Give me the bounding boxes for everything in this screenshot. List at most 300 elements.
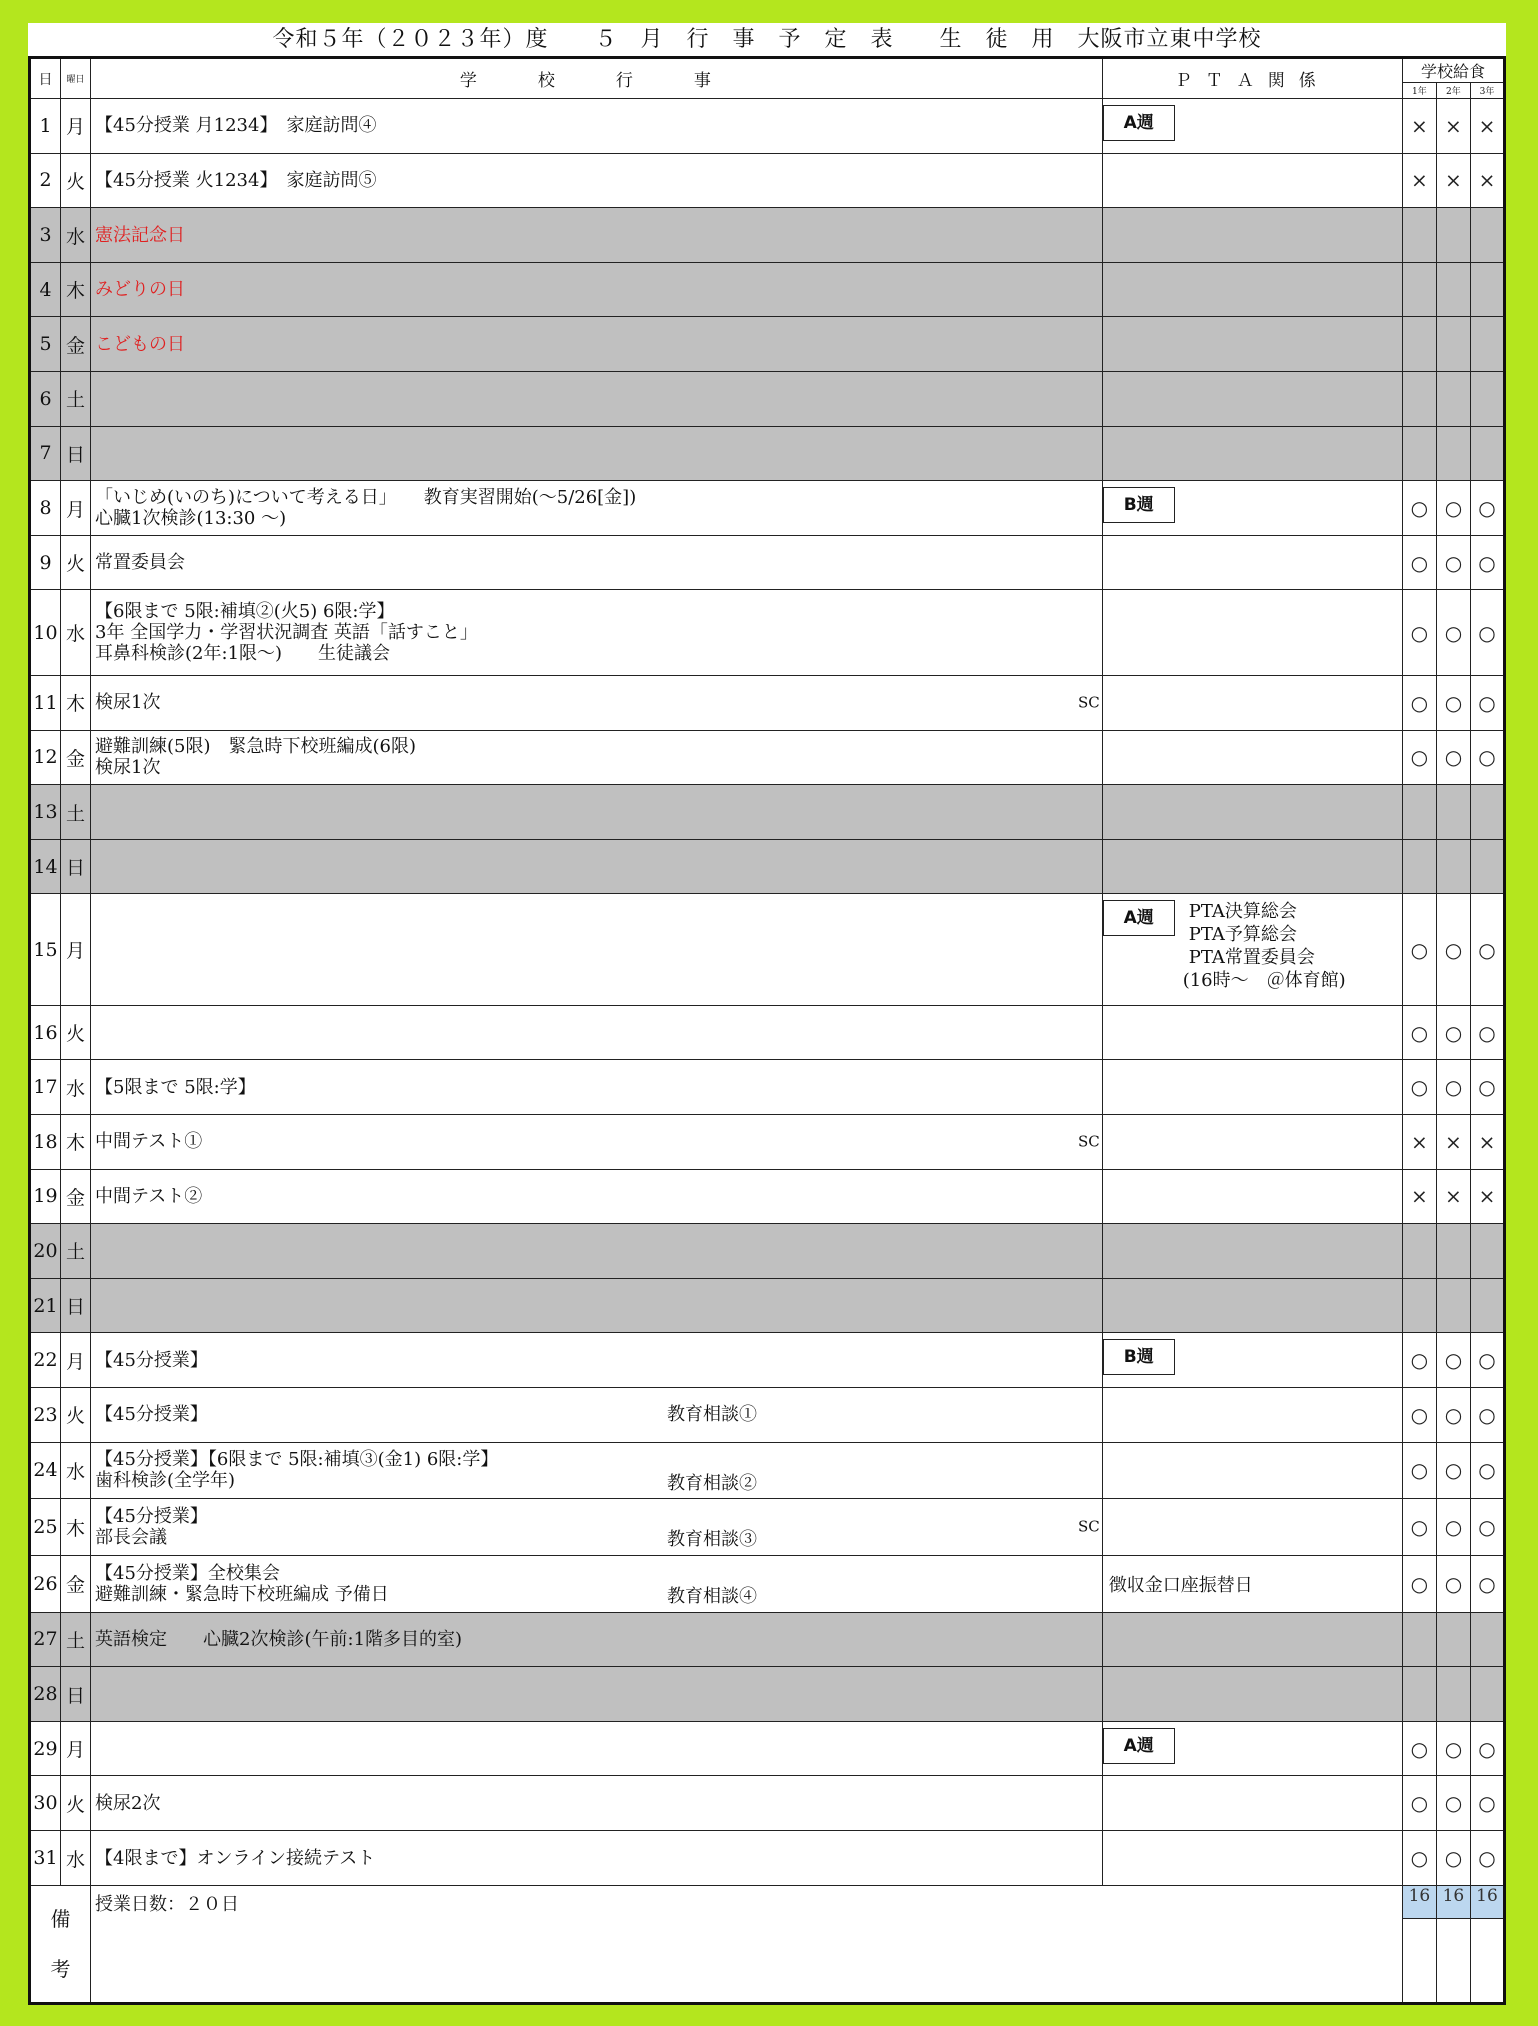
pta-cell <box>1102 317 1402 372</box>
header-weekday: 曜日 <box>61 58 91 99</box>
lunch-mark-grade-3 <box>1470 1224 1504 1279</box>
lunch-mark-grade-1 <box>1402 1612 1436 1667</box>
weekday: 土 <box>61 1224 91 1279</box>
header-grade-2: 2年 <box>1436 83 1470 99</box>
lunch-mark-grade-3 <box>1470 1278 1504 1333</box>
weekday: 水 <box>61 208 91 263</box>
event-line: 常置委員会 <box>95 552 186 574</box>
school-event-cell <box>91 208 1103 263</box>
school-event-cell <box>91 535 1103 590</box>
weekday: 日 <box>61 1278 91 1333</box>
table-row <box>30 535 1505 590</box>
sc-marker: SC <box>1077 693 1100 712</box>
table-row <box>30 1114 1505 1169</box>
pta-cell <box>1102 590 1402 676</box>
school-event-cell <box>91 1005 1103 1060</box>
lunch-mark-grade-3 <box>1470 372 1504 427</box>
table-row <box>30 1499 1505 1556</box>
lunch-mark-grade-1: ○ <box>1402 1060 1436 1115</box>
lunch-mark-grade-3: × <box>1470 1114 1504 1169</box>
pta-text: 徴収金口座振替日 <box>1108 1574 1253 1596</box>
day-number: 21 <box>30 1278 61 1333</box>
table-row <box>30 730 1505 785</box>
school-event-cell <box>91 1831 1103 1886</box>
counseling-label: 教育相談② <box>667 1472 758 1494</box>
pta-cell <box>1102 1169 1402 1224</box>
weekday: 土 <box>61 372 91 427</box>
table-row <box>30 1060 1505 1115</box>
header-day: 日 <box>30 58 61 99</box>
event-line: 【5限まで 5限:学】 <box>95 1076 256 1098</box>
lunch-mark-grade-1 <box>1402 208 1436 263</box>
lunch-mark-grade-1: ○ <box>1402 1442 1436 1499</box>
lunch-mark-grade-1: ○ <box>1402 676 1436 731</box>
lunch-mark-grade-2: ○ <box>1436 590 1470 676</box>
table-row <box>30 317 1505 372</box>
event-line: 検尿1次 <box>95 757 161 779</box>
lunch-mark-grade-3: ○ <box>1470 1333 1504 1388</box>
lunch-mark-grade-3: ○ <box>1470 1776 1504 1831</box>
pta-cell <box>1102 676 1402 731</box>
lunch-mark-grade-3: ○ <box>1470 730 1504 785</box>
lunch-mark-grade-1: ○ <box>1402 1831 1436 1886</box>
weekday: 火 <box>61 153 91 208</box>
school-event-cell <box>91 1278 1103 1333</box>
lunch-mark-grade-2 <box>1436 1667 1470 1722</box>
school-event-cell <box>91 1169 1103 1224</box>
schedule-table <box>28 56 1506 2005</box>
school-event-cell <box>91 1442 1103 1499</box>
school-event-cell <box>91 1224 1103 1279</box>
pta-cell <box>1102 1005 1402 1060</box>
school-event-cell <box>91 1776 1103 1831</box>
table-row <box>30 1388 1505 1443</box>
table-row <box>30 894 1505 1005</box>
day-number: 10 <box>30 590 61 676</box>
event-line: 【45分授業】 <box>95 1506 208 1528</box>
event-line: 【45分授業 火1234】 家庭訪問⑤ <box>95 169 377 191</box>
lunch-mark-grade-1: ○ <box>1402 894 1436 1005</box>
schedule-rows <box>30 99 1505 1886</box>
lunch-mark-grade-3 <box>1470 785 1504 840</box>
table-row <box>30 99 1505 154</box>
lunch-mark-grade-2 <box>1436 208 1470 263</box>
header-grade-1: 1年 <box>1402 83 1436 99</box>
pta-cell <box>1102 208 1402 263</box>
school-event-cell <box>91 730 1103 785</box>
lunch-mark-grade-2: ○ <box>1436 1388 1470 1443</box>
weekday: 月 <box>61 894 91 1005</box>
event-line: 英語検定 心臓2次検診(午前:1階多目的室) <box>95 1628 463 1650</box>
pta-cell <box>1102 426 1402 481</box>
school-event-cell <box>91 372 1103 427</box>
page-title: 令和５年（２０２３年）度 ５ 月 行 事 予 定 表 生 徒 用 大阪市立東中学校 <box>272 27 1262 52</box>
lunch-mark-grade-1 <box>1402 426 1436 481</box>
event-line: 【6限まで 5限:補填②(火5) 6限:学】 <box>95 601 395 623</box>
table-row <box>30 1721 1505 1776</box>
table-row <box>30 1224 1505 1279</box>
weekday: 金 <box>61 1169 91 1224</box>
pta-note <box>1182 900 1346 992</box>
lunch-mark-grade-2: ○ <box>1436 535 1470 590</box>
lunch-mark-grade-2 <box>1436 1224 1470 1279</box>
lunch-mark-grade-2: ○ <box>1436 481 1470 536</box>
pta-cell <box>1102 1333 1402 1388</box>
weekday: 火 <box>61 535 91 590</box>
table-row <box>30 1776 1505 1831</box>
lunch-mark-grade-2: × <box>1436 1114 1470 1169</box>
pta-note-line: PTA常置委員会 <box>1188 947 1315 969</box>
day-number: 6 <box>30 372 61 427</box>
lunch-mark-grade-2: ○ <box>1436 1776 1470 1831</box>
day-number: 13 <box>30 785 61 840</box>
table-row <box>30 262 1505 317</box>
weekday: 水 <box>61 1831 91 1886</box>
holiday-name: こどもの日 <box>95 333 186 355</box>
event-line: 検尿1次 <box>95 692 161 714</box>
day-number: 1 <box>30 99 61 154</box>
day-number: 27 <box>30 1612 61 1667</box>
biko-label-2: 考 <box>50 1957 71 1981</box>
weekday: 火 <box>61 1005 91 1060</box>
event-line: 【45分授業】 <box>95 1349 208 1371</box>
biko-label <box>30 1886 91 2004</box>
lunch-mark-grade-1 <box>1402 1224 1436 1279</box>
weekday: 土 <box>61 785 91 840</box>
pta-cell <box>1102 481 1402 536</box>
weekday: 土 <box>61 1612 91 1667</box>
lunch-mark-grade-2: ○ <box>1436 1442 1470 1499</box>
lunch-mark-grade-1 <box>1402 1278 1436 1333</box>
table-row <box>30 839 1505 894</box>
lunch-mark-grade-3: × <box>1470 99 1504 154</box>
lunch-mark-grade-2 <box>1436 839 1470 894</box>
school-event-cell <box>91 1721 1103 1776</box>
table-row <box>30 1612 1505 1667</box>
weekday: 火 <box>61 1388 91 1443</box>
table-row <box>30 1333 1505 1388</box>
lunch-mark-grade-2 <box>1436 262 1470 317</box>
lunch-mark-grade-3: ○ <box>1470 1499 1504 1556</box>
lunch-mark-grade-1: ○ <box>1402 1555 1436 1612</box>
holiday-name: みどりの日 <box>95 279 186 301</box>
school-event-cell <box>91 1667 1103 1722</box>
lunch-mark-grade-1: ○ <box>1402 1388 1436 1443</box>
lunch-mark-grade-1 <box>1402 317 1436 372</box>
school-event-cell <box>91 153 1103 208</box>
sc-marker: SC <box>1077 1132 1100 1151</box>
pta-note-line: PTA予算総会 <box>1188 924 1297 946</box>
school-event-cell <box>91 1060 1103 1115</box>
day-number: 4 <box>30 262 61 317</box>
school-event-cell <box>91 894 1103 1005</box>
lunch-mark-grade-2 <box>1436 1612 1470 1667</box>
lunch-mark-grade-1 <box>1402 262 1436 317</box>
pta-cell <box>1102 262 1402 317</box>
header-events: 学 校 行 事 <box>91 58 1103 99</box>
lunch-mark-grade-2: × <box>1436 99 1470 154</box>
school-event-cell <box>91 1555 1103 1612</box>
table-row <box>30 1667 1505 1722</box>
weekday: 金 <box>61 317 91 372</box>
pta-cell <box>1102 839 1402 894</box>
lunch-mark-grade-3: ○ <box>1470 1005 1504 1060</box>
lunch-mark-grade-3: ○ <box>1470 1555 1504 1612</box>
pta-cell <box>1102 1224 1402 1279</box>
pta-cell <box>1102 1114 1402 1169</box>
day-number: 3 <box>30 208 61 263</box>
lunch-mark-grade-2 <box>1436 1278 1470 1333</box>
lunch-mark-grade-2 <box>1436 317 1470 372</box>
header-grade-3: 3年 <box>1470 83 1504 99</box>
pta-cell <box>1102 1442 1402 1499</box>
school-event-cell <box>91 1333 1103 1388</box>
lunch-mark-grade-2: ○ <box>1436 1831 1470 1886</box>
weekday: 日 <box>61 1667 91 1722</box>
pta-cell <box>1102 730 1402 785</box>
event-line: 3年 全国学力・学習状況調査 英語「話すこと」 <box>95 622 478 644</box>
event-line: 耳鼻科検診(2年:1限～) 生徒議会 <box>95 643 391 665</box>
weekday: 月 <box>61 481 91 536</box>
header-pta: ＰＴＡ関係 <box>1102 58 1402 99</box>
pta-cell <box>1102 1831 1402 1886</box>
lunch-blank-3 <box>1470 1919 1504 2004</box>
school-event-cell <box>91 426 1103 481</box>
lunch-mark-grade-2: ○ <box>1436 894 1470 1005</box>
lunch-count-2: 16 <box>1436 1886 1470 1919</box>
day-number: 14 <box>30 839 61 894</box>
weekday: 月 <box>61 1333 91 1388</box>
pta-cell <box>1102 1388 1402 1443</box>
day-number: 20 <box>30 1224 61 1279</box>
day-number: 23 <box>30 1388 61 1443</box>
lunch-count-3: 16 <box>1470 1886 1504 1919</box>
event-line: 心臓1次検診(13:30 ～) <box>95 508 287 530</box>
event-line: 【45分授業 月1234】 家庭訪問④ <box>95 115 377 137</box>
header-lunch: 学校給食 <box>1402 58 1504 83</box>
lunch-blank-2 <box>1436 1919 1470 2004</box>
weekday: 火 <box>61 1776 91 1831</box>
table-row <box>30 372 1505 427</box>
lunch-mark-grade-3: ○ <box>1470 894 1504 1005</box>
lunch-count-1: 16 <box>1402 1886 1436 1919</box>
day-number: 5 <box>30 317 61 372</box>
holiday-name: 憲法記念日 <box>95 224 186 246</box>
table-row <box>30 1278 1505 1333</box>
lunch-mark-grade-1: ○ <box>1402 1776 1436 1831</box>
lunch-mark-grade-3: ○ <box>1470 535 1504 590</box>
day-number: 22 <box>30 1333 61 1388</box>
lunch-mark-grade-3 <box>1470 208 1504 263</box>
table-row <box>30 1005 1505 1060</box>
weekday: 日 <box>61 426 91 481</box>
event-line: 【45分授業】 <box>95 1404 208 1426</box>
day-number: 8 <box>30 481 61 536</box>
counseling-label: 教育相談③ <box>667 1529 758 1551</box>
lunch-mark-grade-3 <box>1470 1612 1504 1667</box>
lunch-mark-grade-3 <box>1470 317 1504 372</box>
school-event-cell <box>91 1499 1103 1556</box>
pta-cell <box>1102 1499 1402 1556</box>
lunch-mark-grade-1 <box>1402 1667 1436 1722</box>
week-badge: B週 <box>1103 487 1175 523</box>
day-number: 11 <box>30 676 61 731</box>
lunch-mark-grade-3: ○ <box>1470 1060 1504 1115</box>
lunch-mark-grade-2: ○ <box>1436 730 1470 785</box>
lunch-mark-grade-1 <box>1402 839 1436 894</box>
table-row <box>30 426 1505 481</box>
lunch-mark-grade-1: ○ <box>1402 590 1436 676</box>
pta-cell <box>1102 99 1402 154</box>
table-row <box>30 1831 1505 1886</box>
pta-cell <box>1102 153 1402 208</box>
lunch-mark-grade-1 <box>1402 372 1436 427</box>
pta-cell <box>1102 1667 1402 1722</box>
pta-note-line: (16時～ ＠体育館) <box>1182 970 1346 992</box>
pta-cell <box>1102 1721 1402 1776</box>
weekday: 木 <box>61 676 91 731</box>
school-event-cell <box>91 1388 1103 1443</box>
event-line: 歯科検診(全学年) <box>95 1470 236 1492</box>
lunch-mark-grade-2: × <box>1436 1169 1470 1224</box>
pta-cell <box>1102 372 1402 427</box>
event-line: 検尿2次 <box>95 1792 161 1814</box>
lunch-mark-grade-1: ○ <box>1402 1005 1436 1060</box>
day-number: 24 <box>30 1442 61 1499</box>
event-line: 中間テスト① <box>95 1131 203 1153</box>
table-row <box>30 153 1505 208</box>
lunch-mark-grade-2: × <box>1436 153 1470 208</box>
lunch-mark-grade-3: ○ <box>1470 481 1504 536</box>
lunch-mark-grade-2: ○ <box>1436 1721 1470 1776</box>
table-row <box>30 1555 1505 1612</box>
day-number: 16 <box>30 1005 61 1060</box>
table-row <box>30 676 1505 731</box>
pta-cell <box>1102 1060 1402 1115</box>
day-number: 9 <box>30 535 61 590</box>
event-line: 避難訓練(5限) 緊急時下校班編成(6限) <box>95 736 417 758</box>
lunch-mark-grade-3: ○ <box>1470 1388 1504 1443</box>
lunch-mark-grade-1: × <box>1402 1114 1436 1169</box>
lunch-mark-grade-2: ○ <box>1436 1499 1470 1556</box>
school-event-cell <box>91 99 1103 154</box>
table-row <box>30 590 1505 676</box>
lunch-mark-grade-1: ○ <box>1402 1721 1436 1776</box>
day-number: 2 <box>30 153 61 208</box>
lunch-mark-grade-3: ○ <box>1470 1721 1504 1776</box>
lunch-mark-grade-1: ○ <box>1402 481 1436 536</box>
lunch-mark-grade-3: ○ <box>1470 676 1504 731</box>
event-line: 「いじめ(いのち)について考える日」 教育実習開始(～5/26[金]) <box>95 487 637 509</box>
lunch-mark-grade-2 <box>1436 372 1470 427</box>
lunch-mark-grade-1: × <box>1402 153 1436 208</box>
lunch-mark-grade-3 <box>1470 1667 1504 1722</box>
pta-note-line: PTA決算総会 <box>1188 901 1297 923</box>
school-event-cell <box>91 839 1103 894</box>
table-row <box>30 481 1505 536</box>
weekday: 木 <box>61 1114 91 1169</box>
event-line: 部長会議 <box>95 1527 168 1549</box>
day-number: 28 <box>30 1667 61 1722</box>
week-badge: A週 <box>1103 900 1175 936</box>
lunch-mark-grade-1: ○ <box>1402 535 1436 590</box>
weekday: 日 <box>61 839 91 894</box>
lunch-mark-grade-2: ○ <box>1436 1005 1470 1060</box>
weekday: 木 <box>61 262 91 317</box>
lunch-mark-grade-2: ○ <box>1436 676 1470 731</box>
lunch-mark-grade-3 <box>1470 839 1504 894</box>
day-number: 18 <box>30 1114 61 1169</box>
pta-cell <box>1102 1776 1402 1831</box>
sc-marker: SC <box>1077 1517 1100 1536</box>
lunch-mark-grade-3 <box>1470 262 1504 317</box>
event-line: 中間テスト② <box>95 1185 203 1207</box>
pta-cell <box>1102 894 1402 1005</box>
day-number: 19 <box>30 1169 61 1224</box>
school-event-cell <box>91 590 1103 676</box>
week-badge: A週 <box>1103 1728 1175 1764</box>
lunch-blank-1 <box>1402 1919 1436 2004</box>
day-number: 26 <box>30 1555 61 1612</box>
biko-text: 授業日数：２０日 <box>91 1886 1403 2004</box>
lunch-mark-grade-3: ○ <box>1470 1442 1504 1499</box>
school-event-cell <box>91 1612 1103 1667</box>
table-row <box>30 1442 1505 1499</box>
weekday: 水 <box>61 590 91 676</box>
pta-cell <box>1102 785 1402 840</box>
weekday: 金 <box>61 730 91 785</box>
lunch-mark-grade-3: ○ <box>1470 1831 1504 1886</box>
weekday: 月 <box>61 99 91 154</box>
lunch-mark-grade-1: × <box>1402 99 1436 154</box>
school-event-cell <box>91 785 1103 840</box>
school-event-cell <box>91 262 1103 317</box>
pta-cell <box>1102 535 1402 590</box>
lunch-mark-grade-1: × <box>1402 1169 1436 1224</box>
lunch-mark-grade-3: × <box>1470 153 1504 208</box>
lunch-mark-grade-2 <box>1436 785 1470 840</box>
counseling-label: 教育相談① <box>667 1404 758 1426</box>
school-event-cell <box>91 317 1103 372</box>
day-number: 15 <box>30 894 61 1005</box>
day-number: 12 <box>30 730 61 785</box>
weekday: 木 <box>61 1499 91 1556</box>
day-number: 29 <box>30 1721 61 1776</box>
event-line: 避難訓練・緊急時下校班編成 予備日 <box>95 1583 389 1605</box>
biko-label-1: 備 <box>50 1907 71 1931</box>
lunch-mark-grade-3: ○ <box>1470 590 1504 676</box>
event-line: 【45分授業】【6限まで 5限:補填③(金1) 6限:学】 <box>95 1449 499 1471</box>
lunch-mark-grade-1: ○ <box>1402 1333 1436 1388</box>
lunch-mark-grade-2: ○ <box>1436 1060 1470 1115</box>
day-number: 17 <box>30 1060 61 1115</box>
lunch-mark-grade-2 <box>1436 426 1470 481</box>
event-line: 【45分授業】全校集会 <box>95 1562 280 1584</box>
pta-cell <box>1102 1278 1402 1333</box>
lunch-mark-grade-3: × <box>1470 1169 1504 1224</box>
weekday: 金 <box>61 1555 91 1612</box>
table-row <box>30 1169 1505 1224</box>
weekday: 月 <box>61 1721 91 1776</box>
schedule-sheet <box>28 23 1506 2005</box>
weekday: 水 <box>61 1060 91 1115</box>
pta-cell <box>1102 1612 1402 1667</box>
table-row <box>30 785 1505 840</box>
week-badge: B週 <box>1103 1339 1175 1375</box>
lunch-mark-grade-3 <box>1470 426 1504 481</box>
table-row <box>30 208 1505 263</box>
lunch-mark-grade-2: ○ <box>1436 1555 1470 1612</box>
